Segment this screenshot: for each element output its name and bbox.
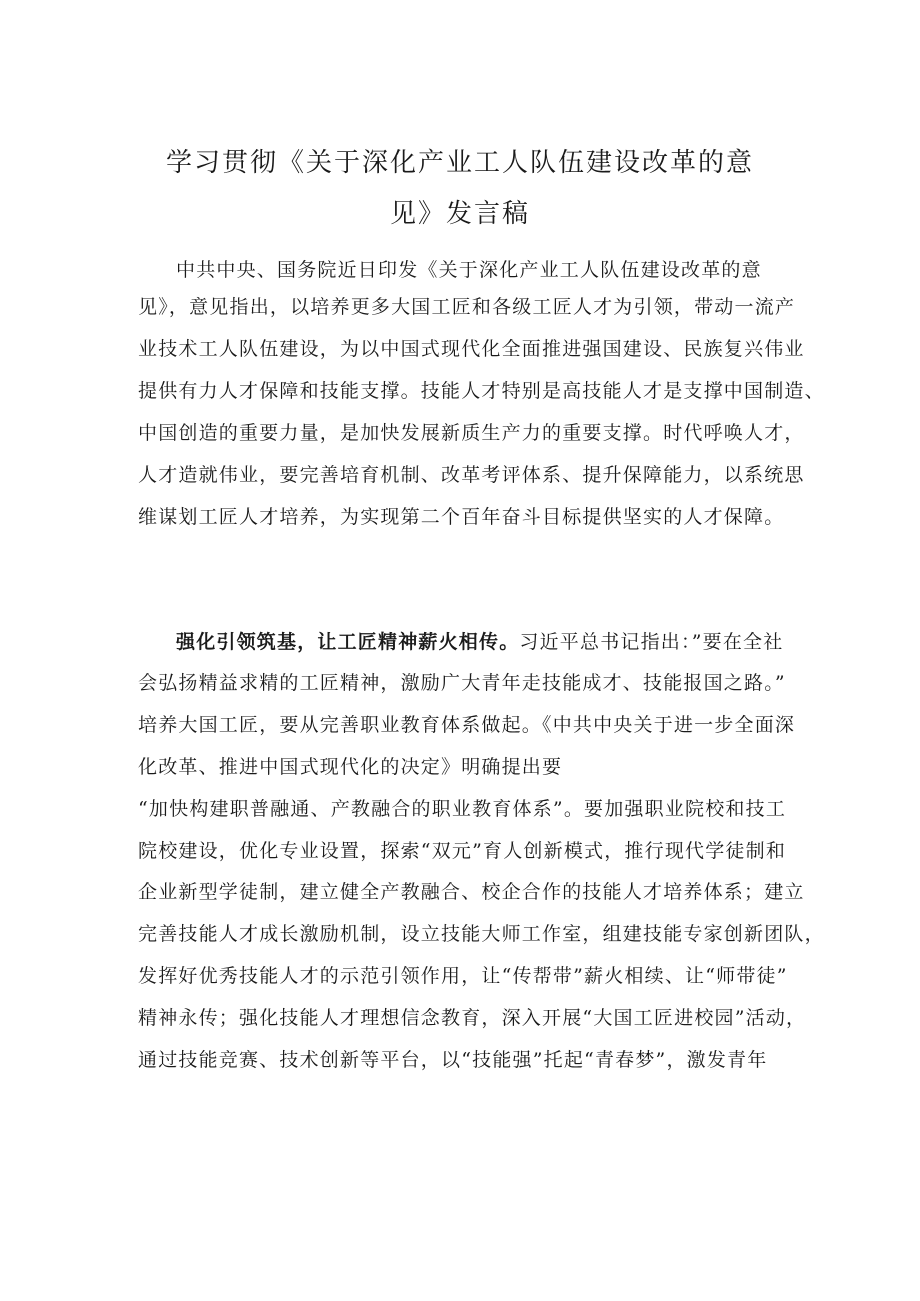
paragraph-2-line-9: 发挥好优秀技能人才的示范引领作用，让“传帮带”薪火相续、让“师带徒” bbox=[138, 965, 788, 987]
paragraph-2-line-11: 通过技能竞赛、技术创新等平台，以“技能强”托起“青春梦”，激发青年 bbox=[138, 1049, 768, 1071]
paragraph-2-line-8: 完善技能人才成长激励机制，设立技能大师工作室，组建技能专家创新团队， bbox=[138, 923, 825, 945]
document-title-line-1: 学习贯彻《关于深化产业工人队伍建设改革的意 bbox=[165, 148, 754, 178]
paragraph-2-line-3: 培养大国工匠，要从完善职业教育体系做起。《中共中央关于进一步全面深 bbox=[138, 714, 796, 736]
paragraph-1-line-1: 中共中央、国务院近日印发《关于深化产业工人队伍建设改革的意 bbox=[176, 259, 762, 281]
paragraph-1-line-7: 维谋划工匠人才培养，为实现第二个百年奋斗目标提供坚实的人才保障。 bbox=[138, 506, 785, 528]
paragraph-2-heading: 强化引领筑基，让工匠精神薪火相传。 bbox=[176, 631, 520, 653]
paragraph-1-line-2: 见》，意见指出，以培养更多大国工匠和各级工匠人才为引领，带动一流产 bbox=[138, 296, 796, 318]
paragraph-2-line-1-text: 习近平总书记指出：”要在全社 bbox=[519, 631, 784, 653]
paragraph-1-line-3: 业技术工人队伍建设，为以中国式现代化全面推进强国建设、民族复兴伟业 bbox=[138, 338, 805, 360]
paragraph-2-line-10: 精神永传；强化技能人才理想信念教育，深入开展“大国工匠进校园”活动， bbox=[138, 1007, 807, 1029]
paragraph-1-line-6: 人才造就伟业，要完善培育机制、改革考评体系、提升保障能力，以系统思 bbox=[138, 464, 805, 486]
paragraph-2-line-5: “加快构建职普融通、产教融合的职业教育体系”。要加强职业院校和技工 bbox=[138, 798, 787, 820]
paragraph-2-line-2: 会弘扬精益求精的工匠精神，激励广大青年走技能成才、技能报国之路。” bbox=[138, 672, 786, 694]
paragraph-2-line-4: 化改革、推进中国式现代化的决定》明确提出要 bbox=[138, 756, 563, 778]
paragraph-2-line-7: 企业新型学徒制，建立健全产教融合、校企合作的技能人才培养体系；建立 bbox=[138, 881, 805, 903]
paragraph-2-line-6: 院校建设，优化专业设置，探索“双元”育人创新模式，推行现代学徒制和 bbox=[138, 840, 787, 862]
document-title-line-2: 见》发言稿 bbox=[389, 199, 530, 229]
paragraph-2-line-1 bbox=[176, 630, 783, 654]
paragraph-1-line-5: 中国创造的重要力量，是加快发展新质生产力的重要支撑。时代呼唤人才， bbox=[138, 422, 805, 444]
paragraph-1-line-4: 提供有力人才保障和技能支撑。技能人才特别是高技能人才是支撑中国制造、 bbox=[138, 380, 825, 402]
